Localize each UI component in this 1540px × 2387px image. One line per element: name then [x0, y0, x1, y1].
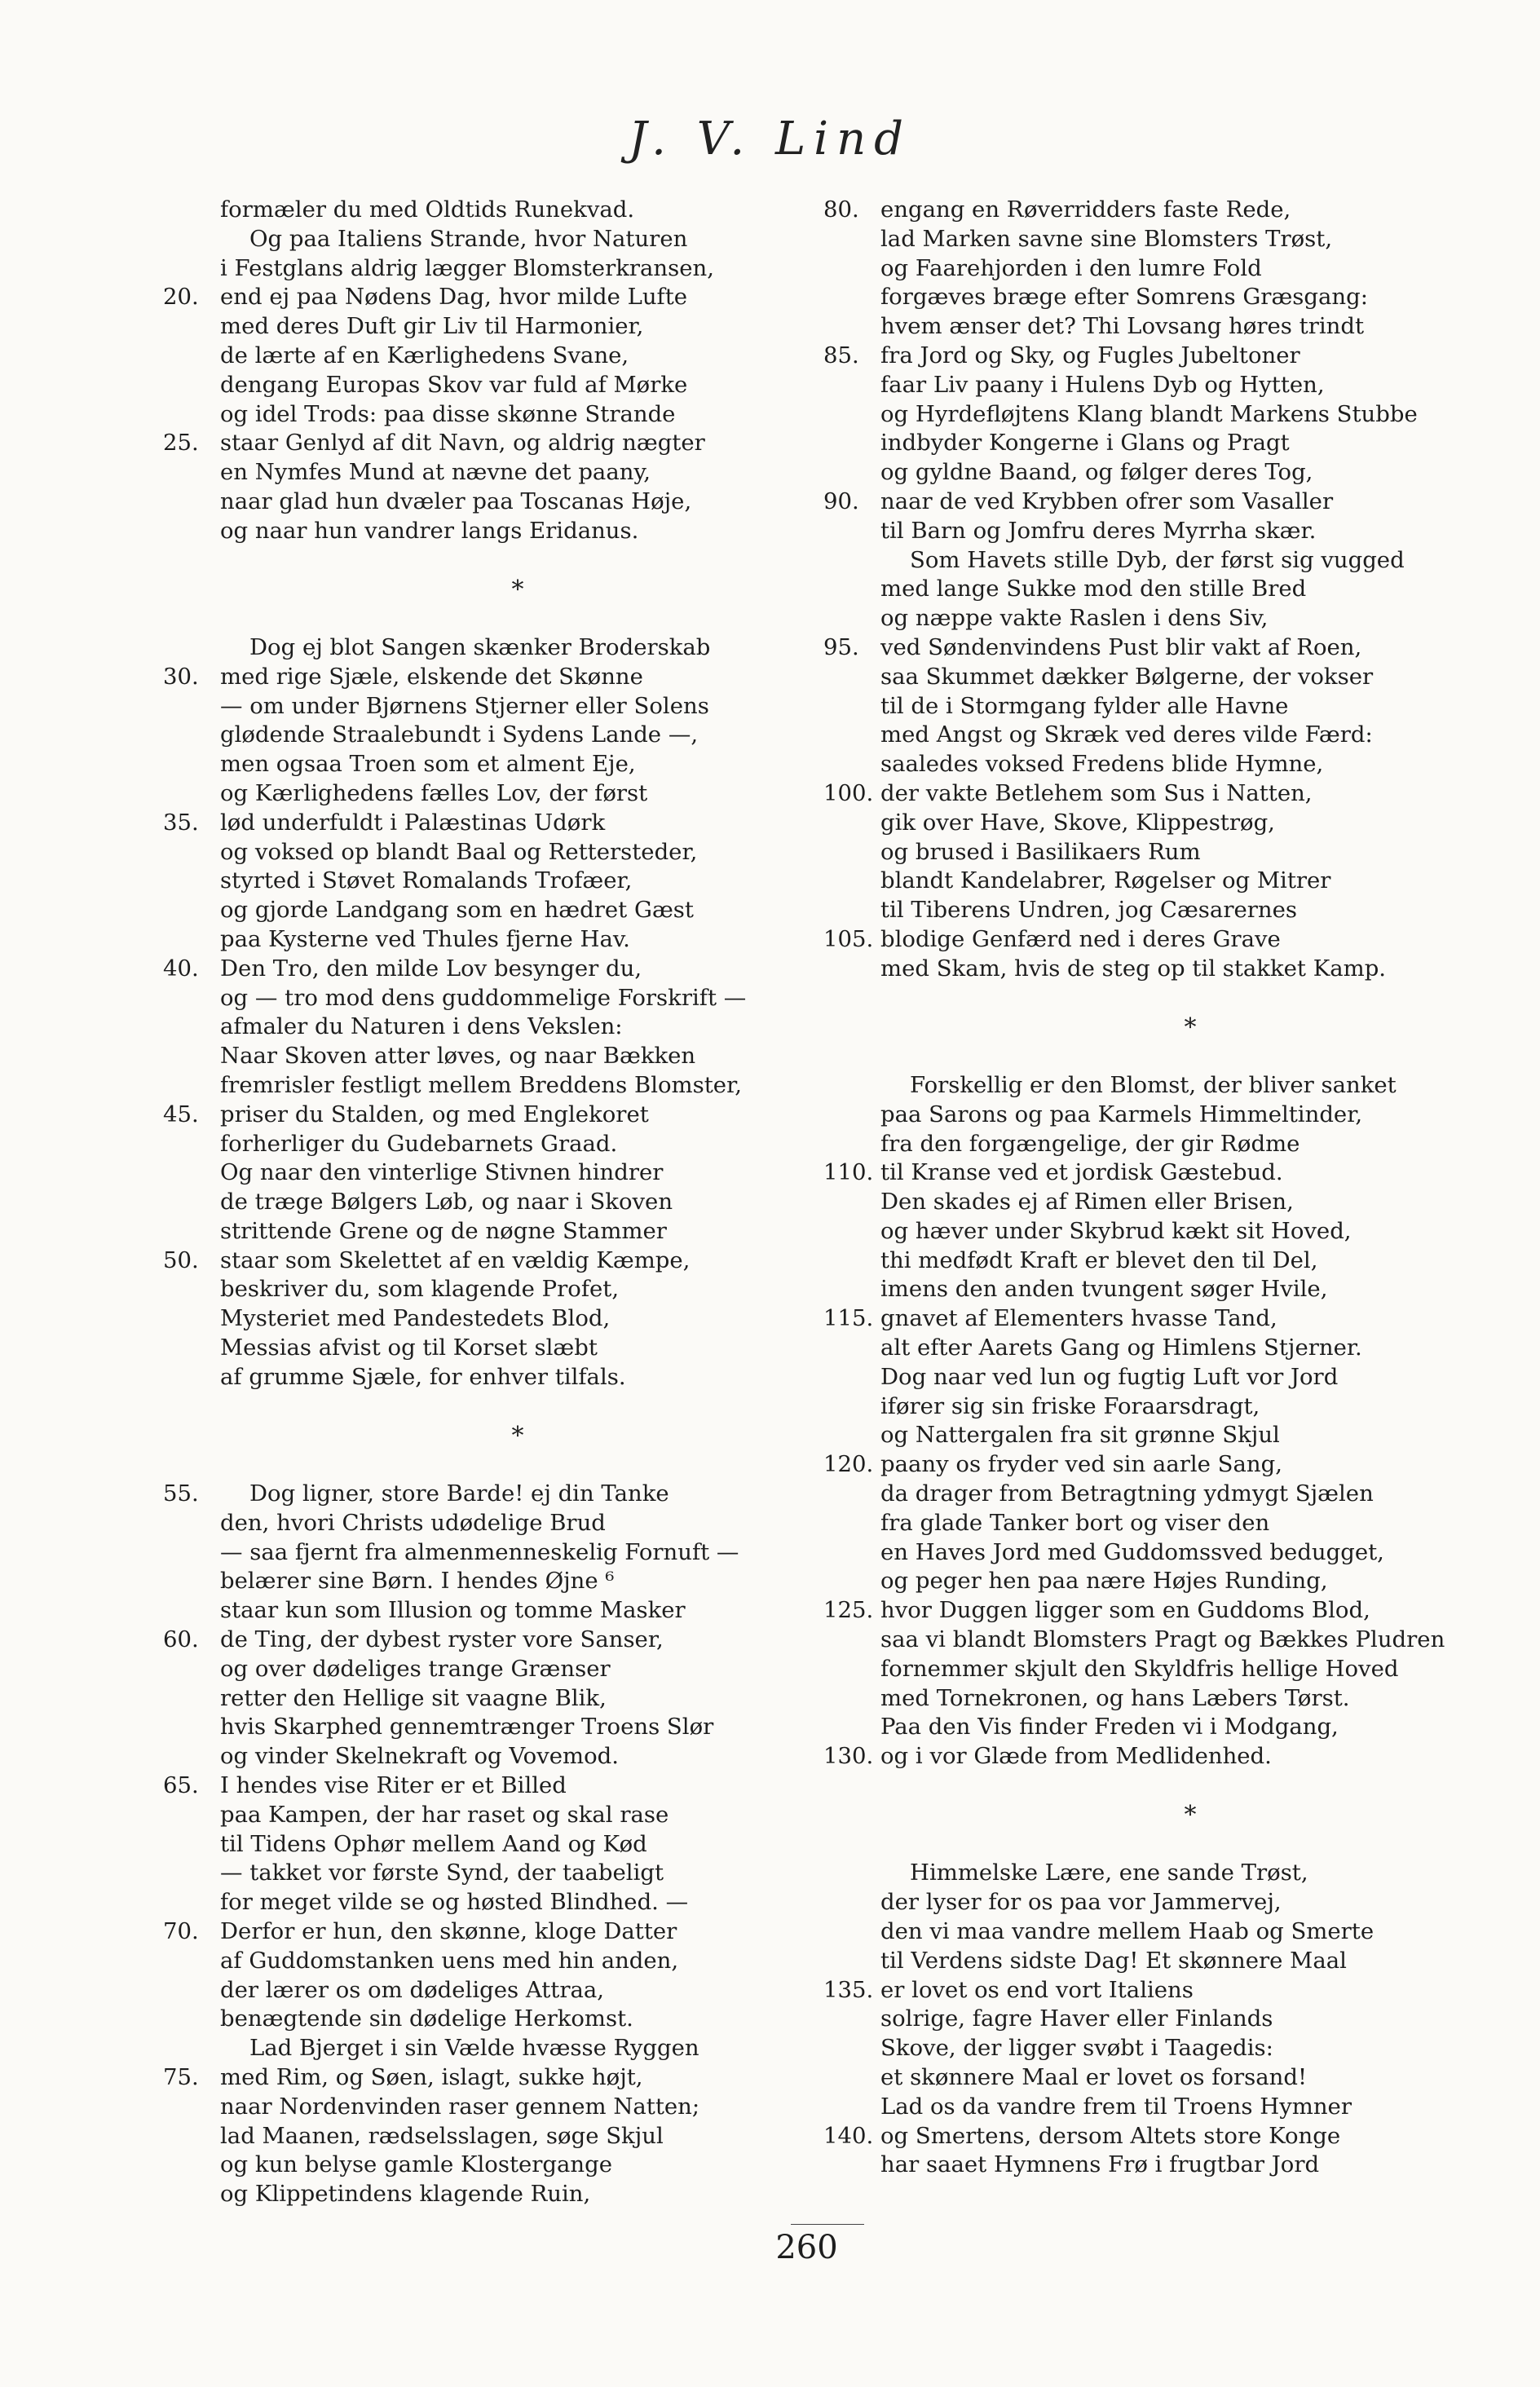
line-number: 45. [163, 1101, 199, 1127]
page-number: 260 [775, 2229, 838, 2266]
verse-line [823, 633, 1500, 663]
verse-text: til Barn og Jomfru deres Myrrha skær. [880, 517, 1317, 544]
verse-line [220, 1684, 815, 1714]
line-number: 140. [823, 2122, 874, 2149]
verse-line [880, 371, 1500, 400]
verse-line [880, 312, 1500, 342]
verse-text: lød underfuldt i Palæstinas Udørk [220, 809, 606, 836]
line-number: 20. [163, 284, 199, 311]
verse-text: fornemmer skjult den Skyldfris hellige Hoved [880, 1655, 1399, 1682]
verse-text: der lærer os om dødeliges Attraa, [220, 1976, 605, 2003]
verse-line [880, 809, 1500, 838]
verse-text: et skønnere Maal er lovet os forsand! [880, 2064, 1308, 2090]
verse-text: fra den forgængelige, der gir Rødme [880, 1130, 1300, 1157]
line-number: 70. [163, 1918, 199, 1945]
verse-line [220, 371, 815, 400]
verse-line [163, 955, 815, 984]
verse-line [220, 1596, 815, 1626]
verse-text: indbyder Kongerne i Glans og Pragt [880, 430, 1290, 457]
verse-line [823, 1450, 1500, 1480]
verse-line [880, 400, 1500, 430]
verse-line [880, 604, 1500, 633]
verse-line [220, 2180, 815, 2209]
section-separator: * [511, 1421, 524, 1450]
verse-line [220, 1538, 815, 1568]
verse-text: Messias afvist og til Korset slæbt [220, 1335, 598, 1361]
verse-text: ved Søndenvindens Pust blir vakt af Roen, [880, 633, 1362, 660]
verse-text: til Tiberens Undren, jog Cæsarernes [880, 897, 1297, 924]
verse-text: faar Liv paany i Hulens Dyb og Hytten, [880, 371, 1325, 398]
verse-text: imens den anden tvungent søger Hvile, [880, 1276, 1328, 1303]
verse-line [880, 1713, 1500, 1742]
verse-line [880, 721, 1500, 750]
verse-line [220, 400, 815, 430]
verse-text: med lange Sukke mod den stille Bred [880, 576, 1307, 602]
verse-line [880, 458, 1500, 488]
verse-text: er lovet os end vort Italiens [880, 1976, 1194, 2003]
verse-text: der lyser for os paa vor Jammervej, [880, 1889, 1282, 1916]
verse-text: og gjorde Landgang som en hædret Gæst [220, 897, 694, 924]
line-number: 135. [823, 1976, 874, 2003]
verse-line [880, 663, 1500, 692]
verse-text: de Ting, der dybest ryster vore Sanser, [220, 1626, 664, 1653]
line-number: 100. [823, 779, 874, 806]
verse-line [880, 2063, 1500, 2093]
verse-text: dengang Europas Skov var fuld af Mørke [220, 371, 688, 398]
verse-line [880, 1101, 1500, 1130]
verse-line [220, 488, 815, 517]
verse-line [823, 925, 1500, 955]
verse-line [220, 2005, 815, 2034]
verse-text: i Festglans aldrig lægger Blomsterkransen, [220, 254, 714, 281]
verse-line [220, 517, 815, 546]
verse-text: — saa fjernt fra almenmenneskelig Fornuft — [220, 1538, 739, 1565]
verse-line [880, 1655, 1500, 1684]
verse-text: af Guddomstanken uens med hin anden, [220, 1947, 679, 1974]
verse-line [220, 1334, 815, 1363]
verse-text: Dog ej blot Sangen skænker Broderskab [249, 633, 711, 660]
verse-text: med Skam, hvis de steg op til stakket Kamp. [880, 955, 1387, 982]
verse-line [823, 1158, 1500, 1188]
verse-line [823, 196, 1500, 225]
verse-text: og idel Trods: paa disse skønne Strande [220, 400, 676, 427]
verse-line [880, 1947, 1500, 1976]
verse-line [220, 925, 815, 955]
verse-line [220, 896, 815, 925]
verse-line [220, 312, 815, 342]
verse-line [220, 254, 815, 284]
verse-line [880, 1538, 1500, 1568]
verse-text: lad Maanen, rædselsslagen, søge Skjul [220, 2122, 664, 2149]
line-number: 30. [163, 663, 199, 690]
line-number: 120. [823, 1451, 874, 1478]
verse-text: da drager from Betragtning ydmygt Sjælen [880, 1480, 1374, 1507]
line-number: 25. [163, 430, 199, 457]
verse-text: fra glade Tanker bort og viser den [880, 1509, 1270, 1536]
line-number: 110. [823, 1159, 874, 1186]
verse-line [823, 1976, 1500, 2005]
verse-line [880, 1217, 1500, 1246]
verse-text: og naar hun vandrer langs Eridanus. [220, 517, 639, 544]
verse-text: thi medfødt Kraft er blevet den til Del, [880, 1246, 1318, 1273]
verse-text: til Kranse ved et jordisk Gæstebud. [880, 1159, 1283, 1186]
verse-text: saa Skummet dækker Bølgerne, der vokser [880, 663, 1374, 690]
verse-line [163, 1101, 815, 1130]
verse-text: Derfor er hun, den skønne, kloge Datter [220, 1918, 677, 1945]
verse-text: og — tro mod dens guddommelige Forskrift — [220, 984, 747, 1011]
verse-line [220, 1742, 815, 1771]
verse-line [163, 429, 815, 458]
verse-line [880, 1246, 1500, 1276]
verse-text: retter den Hellige sit vaagne Blik, [220, 1684, 607, 1711]
verse-line [220, 633, 815, 663]
verse-text: og over dødeliges trange Grænser [220, 1655, 611, 1682]
verse-text: Som Havets stille Dyb, der først sig vugged [910, 546, 1405, 573]
verse-line [880, 1567, 1500, 1596]
verse-text: fremrisler festligt mellem Breddens Blomster, [220, 1071, 742, 1098]
verse-line [880, 225, 1500, 254]
verse-text: engang en Røverridders faste Rede, [880, 196, 1291, 223]
verse-text: staar Genlyd af dit Navn, og aldrig nægter [220, 430, 705, 457]
verse-text: Lad os da vandre frem til Troens Hymner [880, 2093, 1352, 2120]
verse-text: priser du Stalden, og med Englekoret [220, 1101, 649, 1127]
verse-line [823, 342, 1500, 371]
verse-line [880, 1626, 1500, 1655]
verse-text: og Klippetindens klagende Ruin, [220, 2181, 591, 2208]
line-number: 35. [163, 809, 199, 836]
verse-line [880, 896, 1500, 925]
verse-text: og næppe vakte Raslen i dens Siv, [880, 605, 1269, 632]
verse-text: med Angst og Skræk ved deres vilde Færd: [880, 721, 1373, 748]
verse-text: lad Marken savne sine Blomsters Trøst, [880, 225, 1333, 252]
verse-text: Himmelske Lære, ene sande Trøst, [910, 1860, 1308, 1886]
verse-text: den vi maa vandre mellem Haab og Smerte [880, 1918, 1375, 1945]
verse-line [220, 1042, 815, 1071]
verse-text: og Faarehjorden i den lumre Fold [880, 254, 1262, 281]
line-number: 85. [823, 342, 859, 368]
verse-text: har saaet Hymnens Frø i frugtbar Jord [880, 2151, 1320, 2178]
verse-text: og gyldne Baand, og følger deres Tog, [880, 459, 1313, 486]
verse-text: og hæver under Skybrud kækt sit Hoved, [880, 1217, 1352, 1244]
section-separator: * [1184, 1013, 1197, 1042]
verse-line [823, 779, 1500, 809]
verse-line [220, 1304, 815, 1334]
verse-text: strittende Grene og de nøgne Stammer [220, 1217, 667, 1244]
verse-line [880, 1392, 1500, 1422]
verse-line [220, 1130, 815, 1159]
verse-text: forgæves bræge efter Somrens Græsgang: [880, 284, 1368, 311]
verse-line [220, 2093, 815, 2122]
line-number: 75. [163, 2064, 199, 2090]
verse-line [880, 838, 1500, 867]
verse-text: fra Jord og Sky, og Fugles Jubeltoner [880, 342, 1300, 368]
line-number: 125. [823, 1597, 874, 1624]
verse-line [880, 1917, 1500, 1947]
verse-line [880, 2005, 1500, 2034]
page-number-rule [791, 2224, 864, 2225]
verse-line [880, 1509, 1500, 1538]
line-number: 65. [163, 1772, 199, 1799]
verse-line [220, 838, 815, 867]
verse-line [163, 809, 815, 838]
line-number: 115. [823, 1305, 874, 1332]
verse-text: der vakte Betlehem som Sus i Natten, [880, 779, 1313, 806]
verse-text: til Tidens Ophør mellem Aand og Kød [220, 1830, 647, 1857]
verse-line [823, 1742, 1500, 1771]
verse-text: med rige Sjæle, elskende det Skønne [220, 663, 643, 690]
verse-text: saaledes voksed Fredens blide Hymne, [880, 751, 1324, 778]
verse-text: glødende Straalebundt i Sydens Lande —, [220, 721, 699, 748]
verse-line [220, 1713, 815, 1742]
verse-line [823, 1596, 1500, 1626]
verse-line [880, 1684, 1500, 1714]
line-number: 50. [163, 1246, 199, 1273]
verse-line [220, 1947, 815, 1976]
verse-text: og Hyrdefløjtens Klang blandt Markens Stubbe [880, 400, 1418, 427]
line-number: 130. [823, 1743, 874, 1770]
verse-line [220, 1567, 815, 1596]
verse-line [220, 1801, 815, 1830]
verse-line [880, 1071, 1500, 1101]
verse-text: I hendes vise Riter er et Billed [220, 1772, 567, 1799]
verse-line [880, 1888, 1500, 1917]
verse-text: Dog naar ved lun og fugtig Luft vor Jord [880, 1363, 1339, 1390]
verse-line [220, 1217, 815, 1246]
verse-text: Og naar den vinterlige Stivnen hindrer [220, 1159, 664, 1186]
verse-text: end ej paa Nødens Dag, hvor milde Lufte [220, 284, 688, 311]
verse-text: til Verdens sidste Dag! Et skønnere Maal [880, 1947, 1347, 1974]
verse-text: saa vi blandt Blomsters Pragt og Bækkes Pludren [880, 1626, 1445, 1653]
line-number: 95. [823, 633, 859, 660]
verse-text: Paa den Vis finder Freden vi i Modgang, [880, 1714, 1339, 1741]
verse-text: — om under Bjørnens Stjerner eller Solens [220, 692, 709, 719]
verse-text: og Nattergalen fra sit grønne Skjul [880, 1422, 1280, 1449]
line-number: 55. [163, 1480, 199, 1507]
verse-line [163, 283, 815, 312]
verse-line [220, 458, 815, 488]
line-number: 80. [823, 196, 859, 223]
line-number: 40. [163, 955, 199, 982]
verse-text: naar glad hun dvæler paa Toscanas Høje, [220, 488, 692, 514]
verse-text: — takket vor første Synd, der taabeligt [220, 1860, 664, 1886]
verse-text: en Haves Jord med Guddomssved bedugget, [880, 1538, 1384, 1565]
verse-line [220, 984, 815, 1013]
verse-text: hvis Skarphed gennemtrænger Troens Slør [220, 1714, 714, 1741]
verse-line [220, 342, 815, 371]
verse-line [220, 779, 815, 809]
verse-text: ifører sig sin friske Foraarsdragt, [880, 1392, 1260, 1419]
verse-line [220, 1158, 815, 1188]
verse-text: af grumme Sjæle, for enhver tilfals. [220, 1363, 626, 1390]
verse-line [163, 1246, 815, 1276]
verse-text: naar de ved Krybben ofrer som Vasaller [880, 488, 1334, 514]
verse-line [880, 1275, 1500, 1304]
verse-text: belærer sine Børn. I hendes Øjne ⁶ [220, 1568, 615, 1595]
verse-text: benægtende sin dødelige Herkomst. [220, 2005, 633, 2032]
verse-text: for meget vilde se og høsted Blindhed. — [220, 1889, 689, 1916]
verse-text: staar som Skelettet af en vældig Kæmpe, [220, 1246, 691, 1273]
verse-text: en Nymfes Mund at nævne det paany, [220, 459, 651, 486]
verse-text: med Rim, og Søen, islagt, sukke højt, [220, 2064, 643, 2090]
verse-text: den, hvori Christs udødelige Brud [220, 1509, 606, 1536]
verse-text: og brused i Basilikaers Rum [880, 838, 1201, 865]
verse-line [220, 1188, 815, 1217]
verse-text: Og paa Italiens Strande, hvor Naturen [249, 225, 688, 252]
verse-line [163, 1917, 815, 1947]
verse-line [220, 1071, 815, 1101]
verse-line [220, 721, 815, 750]
verse-line [880, 955, 1500, 984]
verse-text: Forskellig er den Blomst, der bliver sanket [910, 1071, 1397, 1098]
verse-line [880, 1363, 1500, 1392]
verse-line [880, 283, 1500, 312]
verse-line [880, 254, 1500, 284]
verse-line [880, 2034, 1500, 2063]
verse-line [880, 1188, 1500, 1217]
verse-text: alt efter Aarets Gang og Himlens Stjerner. [880, 1335, 1362, 1361]
verse-line [220, 1830, 815, 1860]
verse-text: og voksed op blandt Baal og Rettersteder, [220, 838, 698, 865]
verse-line [880, 2093, 1500, 2122]
verse-line [220, 750, 815, 779]
verse-text: paa Kysterne ved Thules fjerne Hav. [220, 925, 630, 952]
verse-line [220, 1509, 815, 1538]
verse-line [163, 663, 815, 692]
verse-line [823, 2122, 1500, 2151]
line-number: 60. [163, 1626, 199, 1653]
verse-line [163, 1626, 815, 1655]
verse-line [220, 1013, 815, 1042]
verse-text: naar Nordenvinden raser gennem Natten; [220, 2093, 700, 2120]
verse-text: Skove, der ligger svøbt i Taagedis: [880, 2035, 1273, 2062]
verse-text: Lad Bjerget i sin Vælde hvæsse Ryggen [249, 2035, 699, 2062]
verse-text: til de i Stormgang fylder alle Havne [880, 692, 1289, 719]
verse-text: og Smertens, dersom Altets store Konge [880, 2122, 1341, 2149]
verse-text: staar kun som Illusion og tomme Masker [220, 1597, 686, 1624]
verse-text: de træge Bølgers Løb, og naar i Skoven [220, 1189, 673, 1216]
verse-text: gnavet af Elementers hvasse Tand, [880, 1305, 1277, 1332]
page-title: J. V. Lind [629, 113, 911, 165]
verse-line [880, 429, 1500, 458]
verse-line [220, 1888, 815, 1917]
verse-text: og kun belyse gamle Klostergange [220, 2151, 613, 2178]
verse-line [880, 1334, 1500, 1363]
verse-text: blodige Genfærd ned i deres Grave [880, 925, 1281, 952]
section-separator: * [511, 575, 524, 604]
verse-text: paany os fryder ved sin aarle Sang, [880, 1451, 1282, 1478]
verse-text: med deres Duft gir Liv til Harmonier, [220, 313, 644, 340]
verse-text: Den Tro, den milde Lov besynger du, [220, 955, 642, 982]
verse-line [220, 1655, 815, 1684]
verse-line [880, 575, 1500, 604]
verse-text: gik over Have, Skove, Klippestrøg, [880, 809, 1275, 836]
verse-text: Den skades ej af Rimen eller Brisen, [880, 1189, 1294, 1216]
verse-line [880, 750, 1500, 779]
verse-text: de lærte af en Kærlighedens Svane, [220, 342, 629, 368]
verse-text: Dog ligner, store Barde! ej din Tanke [249, 1480, 669, 1507]
verse-line [880, 1130, 1500, 1159]
verse-text: paa Sarons og paa Karmels Himmeltinder, [880, 1101, 1363, 1127]
verse-text: hvem ænser det? Thi Lovsang høres trindt [880, 313, 1364, 340]
verse-text: formæler du med Oldtids Runekvad. [220, 196, 635, 223]
verse-line [220, 2034, 815, 2063]
verse-text: afmaler du Naturen i dens Vekslen: [220, 1013, 623, 1040]
verse-line [163, 1771, 815, 1801]
verse-line [163, 1480, 815, 1509]
verse-text: Mysteriet med Pandestedets Blod, [220, 1305, 611, 1332]
verse-line [823, 1304, 1500, 1334]
verse-line [220, 2151, 815, 2180]
verse-line [220, 867, 815, 896]
verse-text: beskriver du, som klagende Profet, [220, 1276, 620, 1303]
verse-line [220, 196, 815, 225]
verse-line [220, 1363, 815, 1392]
verse-line [880, 867, 1500, 896]
verse-line [880, 1421, 1500, 1450]
verse-text: og peger hen paa nære Højes Runding, [880, 1568, 1328, 1595]
verse-text: styrted i Støvet Romalands Trofæer, [220, 867, 633, 894]
verse-line [880, 546, 1500, 576]
verse-line [880, 1859, 1500, 1888]
verse-line [220, 692, 815, 721]
verse-text: Naar Skoven atter løves, og naar Bækken [220, 1043, 696, 1070]
line-number: 105. [823, 925, 874, 952]
verse-line [220, 2122, 815, 2151]
verse-line [880, 2151, 1500, 2180]
verse-text: med Tornekronen, og hans Læbers Tørst. [880, 1684, 1350, 1711]
verse-text: og Kærlighedens fælles Lov, der først [220, 779, 648, 806]
verse-line [220, 1859, 815, 1888]
verse-text: blandt Kandelabrer, Røgelser og Mitrer [880, 867, 1331, 894]
section-separator: * [1184, 1801, 1197, 1830]
verse-line [880, 517, 1500, 546]
verse-text: og i vor Glæde from Medlidenhed. [880, 1743, 1272, 1770]
verse-line [880, 1480, 1500, 1509]
verse-line [823, 488, 1500, 517]
verse-line [880, 692, 1500, 721]
left-column [163, 196, 815, 2209]
verse-text: og vinder Skelnekraft og Vovemod. [220, 1743, 620, 1770]
right-column [823, 196, 1500, 2180]
verse-line [220, 1275, 815, 1304]
verse-text: solrige, fagre Haver eller Finlands [880, 2005, 1273, 2032]
verse-line [220, 1976, 815, 2005]
verse-text: hvor Duggen ligger som en Guddoms Blod, [880, 1597, 1370, 1624]
verse-line [220, 225, 815, 254]
verse-line [163, 2063, 815, 2093]
verse-text: paa Kampen, der har raset og skal rase [220, 1801, 669, 1828]
verse-text: men ogsaa Troen som et alment Eje, [220, 751, 636, 778]
verse-text: forherliger du Gudebarnets Graad. [220, 1130, 618, 1157]
line-number: 90. [823, 488, 859, 514]
